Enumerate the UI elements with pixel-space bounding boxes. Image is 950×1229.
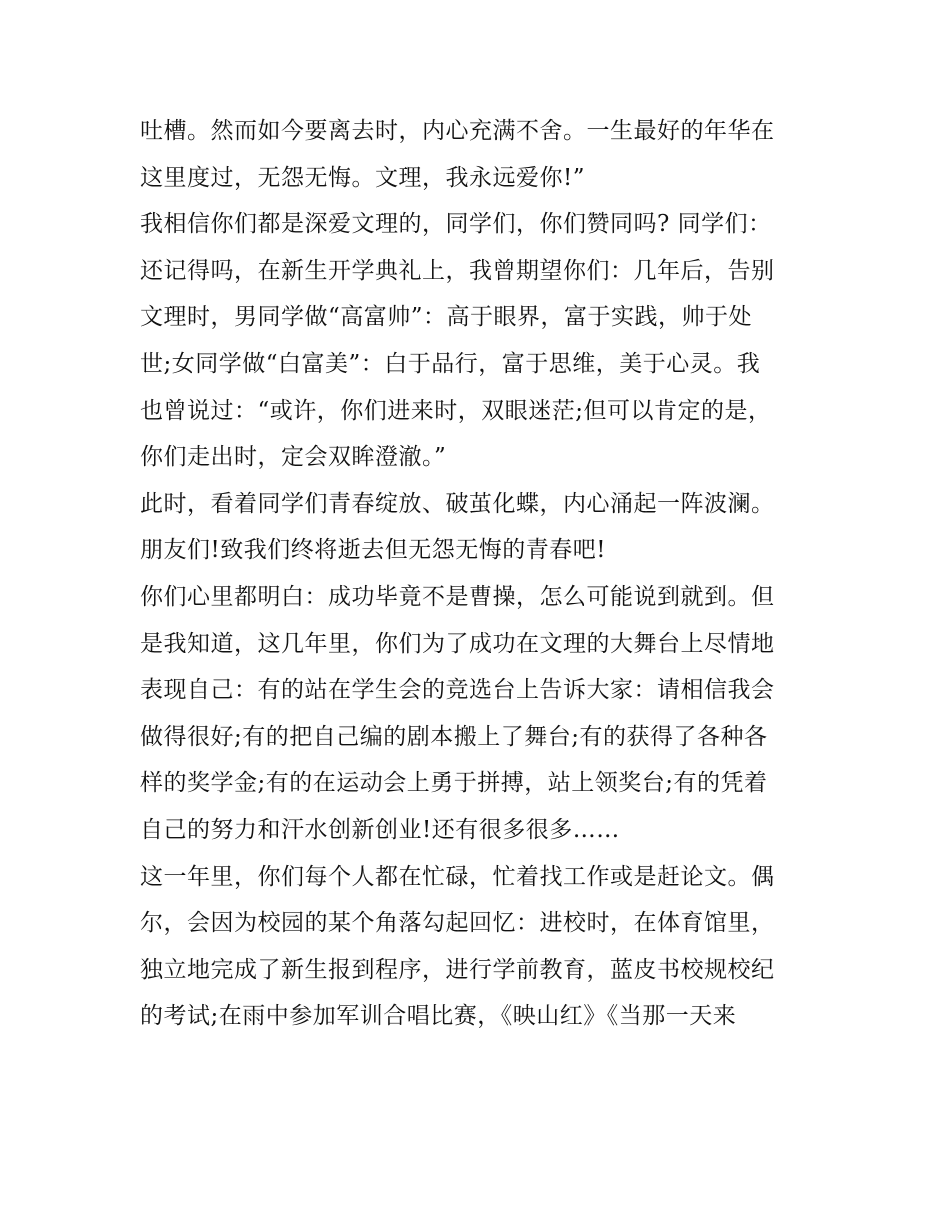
text-line: 的考试;在雨中参加军训合唱比赛，《映山红》《当那一天来 xyxy=(140,1003,737,1030)
text-line: 这里度过，无怨无悔。文理，我永远爱你!” xyxy=(140,164,586,191)
text-line: 此时，看着同学们青春绽放、破茧化蝶，内心涌起一阵波澜。 xyxy=(140,490,775,517)
text-line: 你们走出时，定会双眸澄澈。” xyxy=(140,444,447,471)
text-line: 世;女同学做“白富美”：白于品行，富于思维，美于心灵。我 xyxy=(140,350,761,377)
text-line: 这一年里，你们每个人都在忙碌，忙着找工作或是赶论文。偶 xyxy=(140,863,775,890)
text-line: 是我知道，这几年里，你们为了成功在文理的大舞台上尽情地 xyxy=(140,630,775,657)
text-line: 你们心里都明白：成功毕竟不是曹操，怎么可能说到就到。但 xyxy=(140,583,775,610)
body-text xyxy=(140,108,820,1040)
text-line: 文理时，男同学做“高富帅”：高于眼界，富于实践，帅于处 xyxy=(140,304,753,331)
text-line: 样的奖学金;有的在运动会上勇于拼搏，站上领奖台;有的凭着 xyxy=(140,770,768,797)
text-line: 自己的努力和汗水创新创业!还有很多很多…… xyxy=(140,816,620,843)
text-line: 独立地完成了新生报到程序，进行学前教育，蓝皮书校规校纪 xyxy=(140,956,775,983)
text-line: 表现自己：有的站在学生会的竞选台上告诉大家：请相信我会 xyxy=(140,677,775,704)
text-line: 朋友们!致我们终将逝去但无怨无悔的青春吧! xyxy=(140,537,606,564)
text-line: 也曾说过：“或许，你们进来时，双眼迷茫;但可以肯定的是， xyxy=(140,397,772,424)
text-line: 吐槽。然而如今要离去时，内心充满不舍。一生最好的年华在 xyxy=(140,118,775,144)
text-line: 还记得吗，在新生开学典礼上，我曾期望你们：几年后，告别 xyxy=(140,257,775,284)
text-line: 我相信你们都是深爱文理的，同学们，你们赞同吗? 同学们： xyxy=(140,211,772,238)
text-line: 做得很好;有的把自己编的剧本搬上了舞台;有的获得了各种各 xyxy=(140,723,768,750)
text-line: 尔，会因为校园的某个角落勾起回忆：进校时，在体育馆里， xyxy=(140,910,775,937)
